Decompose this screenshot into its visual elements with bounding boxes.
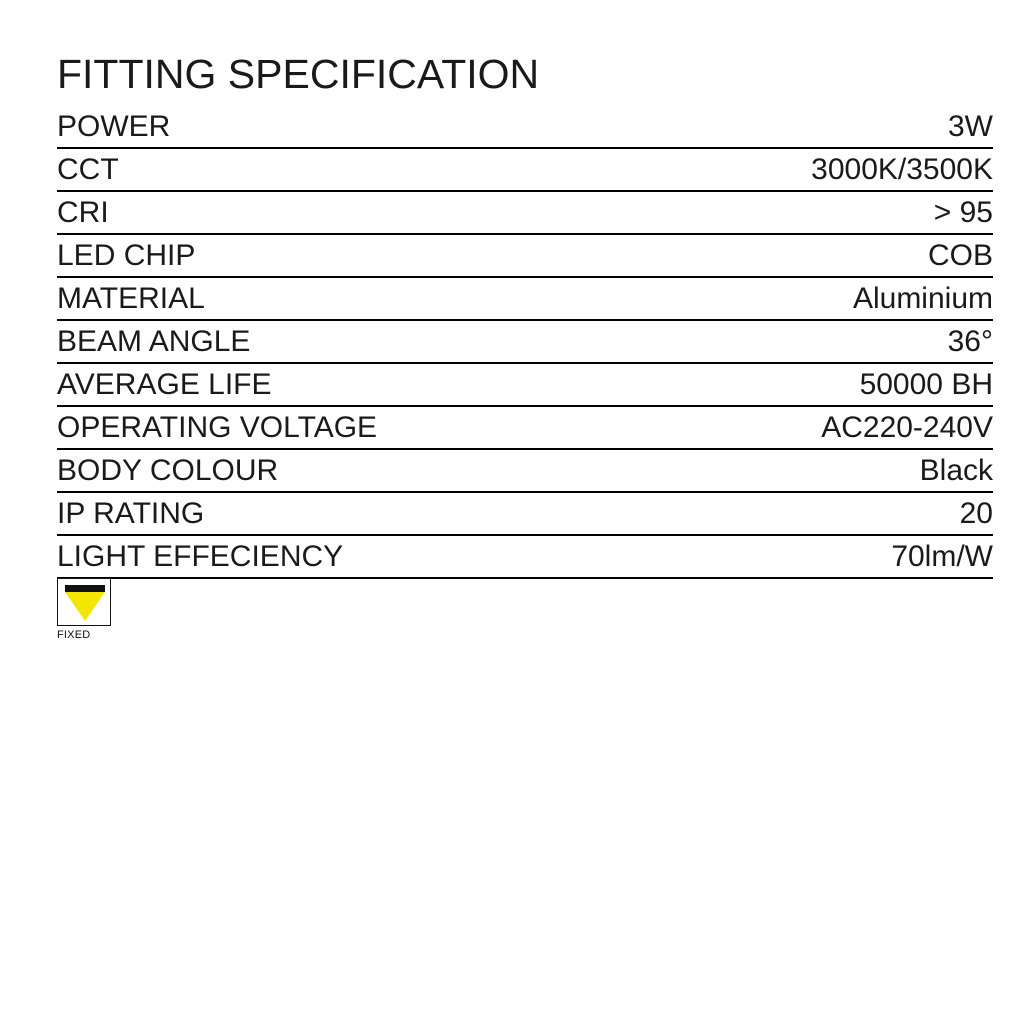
spec-label: BEAM ANGLE: [57, 325, 251, 358]
table-row: [57, 234, 993, 277]
spec-value: 70lm/W: [891, 540, 993, 573]
spec-label: AVERAGE LIFE: [57, 368, 272, 401]
table-row: [57, 449, 993, 492]
spec-label: POWER: [57, 110, 171, 143]
spec-value: > 95: [933, 196, 993, 229]
table-row: [57, 320, 993, 363]
spec-value: 3W: [948, 110, 993, 143]
table-row: [57, 535, 993, 578]
table-row: [57, 148, 993, 191]
ceiling-bar-icon: [65, 585, 105, 592]
spec-label: CRI: [57, 196, 109, 229]
specification-table: [57, 106, 993, 579]
spec-label: LIGHT EFFECIENCY: [57, 540, 344, 573]
spec-value: AC220-240V: [821, 411, 993, 444]
spec-value: Aluminium: [852, 282, 993, 315]
spec-value: 20: [959, 497, 993, 530]
spec-value: Black: [919, 454, 993, 487]
spec-label: CCT: [57, 153, 119, 186]
spec-label: BODY COLOUR: [57, 454, 279, 487]
spec-value: 50000 BH: [859, 368, 993, 401]
fitting-specification-block: [57, 50, 993, 579]
badge-caption: FIXED: [57, 629, 91, 641]
table-row: [57, 277, 993, 320]
spec-label: MATERIAL: [57, 282, 205, 315]
fixed-beam-badge: [57, 578, 111, 642]
light-cone-icon: [65, 592, 105, 621]
spec-label: LED CHIP: [57, 239, 196, 272]
page-title: FITTING SPECIFICATION: [57, 51, 540, 97]
table-row: [57, 106, 993, 148]
spec-label: OPERATING VOLTAGE: [57, 411, 378, 444]
table-row: [57, 406, 993, 449]
table-row: [57, 191, 993, 234]
spec-value: 3000K/3500K: [811, 153, 993, 186]
spec-value: 36°: [947, 325, 993, 358]
table-row: [57, 492, 993, 535]
spec-label: IP RATING: [57, 497, 205, 530]
spec-value: COB: [927, 239, 993, 272]
downlight-beam-icon: [57, 578, 111, 626]
table-row: [57, 363, 993, 406]
